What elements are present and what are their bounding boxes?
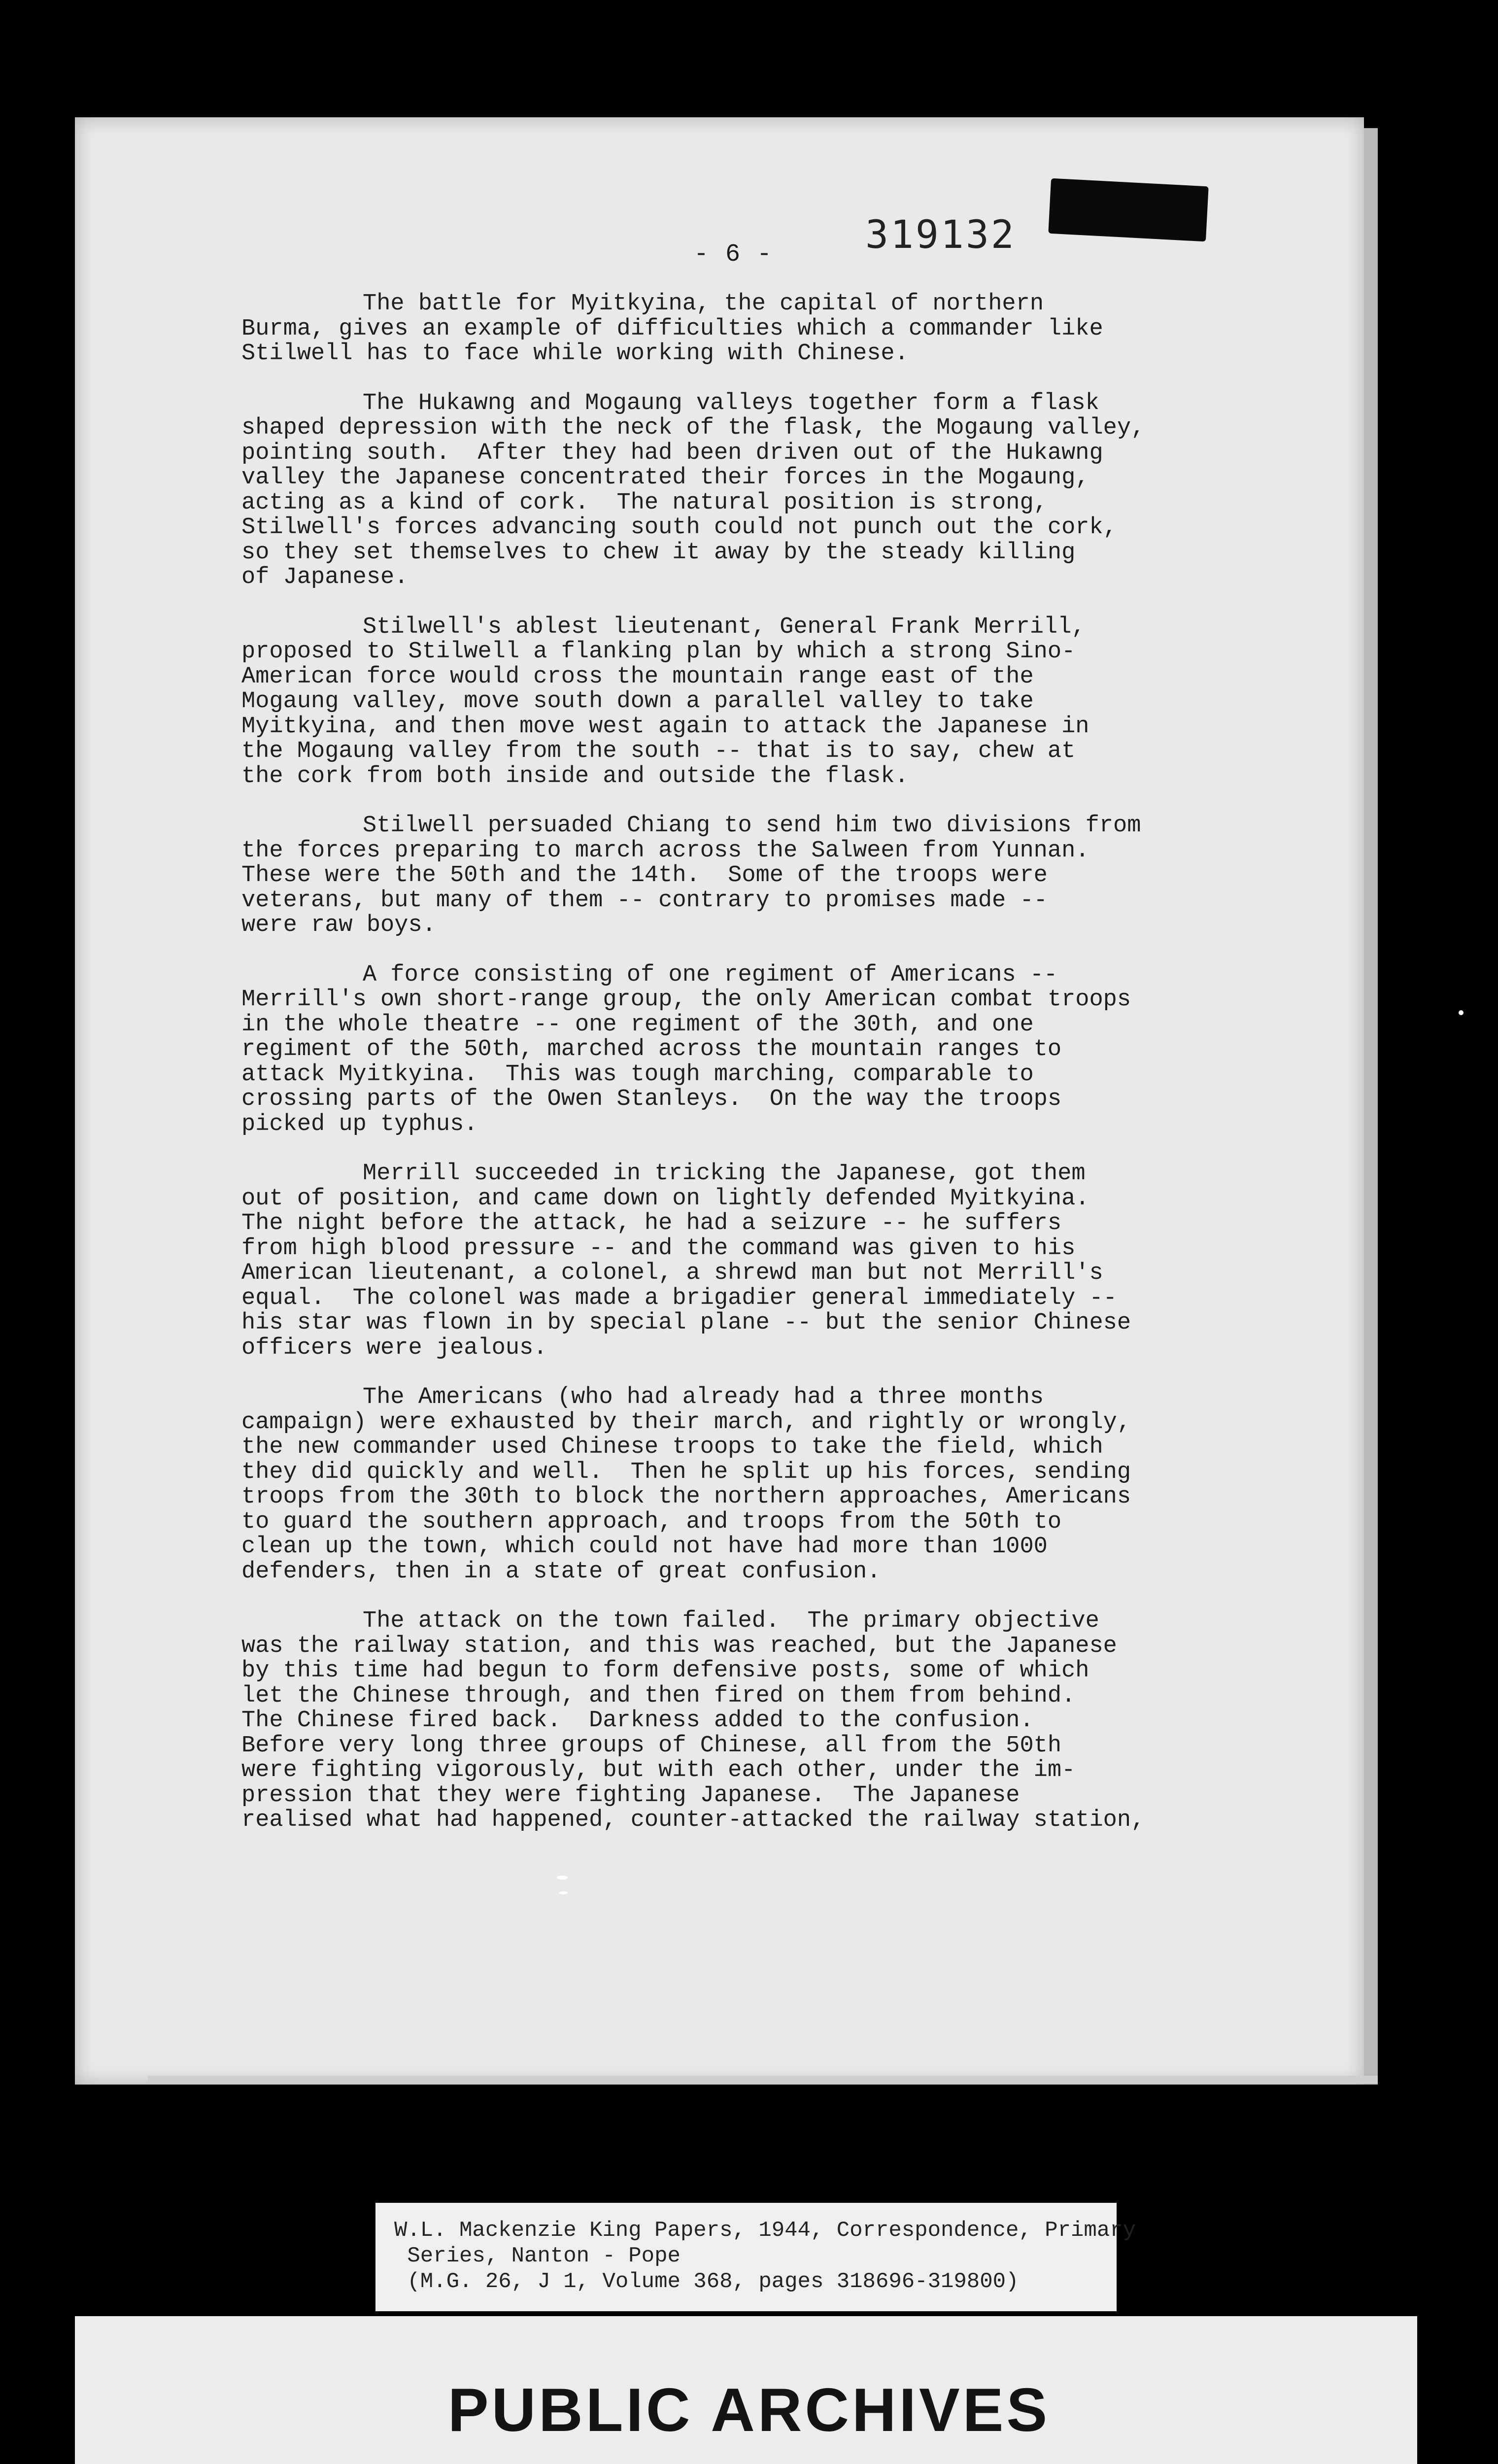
stamp-number: 319132 bbox=[865, 213, 1016, 257]
film-speck bbox=[559, 1891, 568, 1894]
paragraph: The Americans (who had already had a three months campaign) were exhausted by their march, and rightly or wrongly, the new commander used Chinese troops to take the field, which they did quickly and well. Then he split up his forces, sending troops from the 30th to block the northern approaches, Americans to guard the southern approach, and troops from the 50th to clean up the town, which could not have had more than 1000 defenders, then in a state of great confusion. bbox=[241, 1384, 1131, 1585]
paragraph: Stilwell's ablest lieutenant, General Frank Merrill, proposed to Stilwell a flanking plan by which a strong Sino- American force would cross the mountain range east of the Mogaung valley, move south down a parallel valley to take Myitkyina, and then move west again to attack the Japanese in the Mogaung valley from the south -- that is to say, chew at the cork from both inside and outside the flask. bbox=[241, 614, 1089, 789]
paragraph: The attack on the town failed. The primary objective was the railway station, and this was reached, but the Japanese by this time had begun to form defensive posts, some of which let the Chinese through, and then fired on them from behind. The Chinese fired back. Darkness added to the confusion. Before very long three groups of Chinese, all from the 50th were fighting vigorously, but with each other, under the im- pression that they were fighting Japanese. The Japanese realised what had happened, counter-attacked the railway station, bbox=[241, 1608, 1145, 1833]
film-speck bbox=[557, 1876, 568, 1880]
paragraph: The Hukawng and Mogaung valleys together form a flask shaped depression with the neck of the flask, the Mogaung valley, pointing south. After they had been driven out of the Hukawng valley the Japanese concentrated their forces in the Mogaung, acting as a kind of cork. The natural position is strong, Stilwell's forces advancing south could not punch out the cork, so they set themselves to chew it away by the steady killing of Japanese. bbox=[241, 390, 1145, 590]
film-speck bbox=[1459, 1010, 1464, 1015]
archive-reference-text: W.L. Mackenzie King Papers, 1944, Correspondence, Primary Series, Nanton - Pope (M.G. 26, J 1, Volume 368, pages 318696-319800) bbox=[394, 2218, 1136, 2294]
page-bottom-edge bbox=[148, 2076, 1378, 2084]
archive-title-english: PUBLIC ARCHIVES bbox=[447, 2376, 1051, 2444]
page-number: - 6 - bbox=[694, 240, 773, 269]
document-body bbox=[241, 292, 1291, 1858]
paragraph: The battle for Myitkyina, the capital of northern Burma, gives an example of difficulties which a commander like Stilwell has to face while working with Chinese. bbox=[241, 291, 1103, 367]
redaction-block bbox=[1048, 178, 1208, 242]
paragraph: Stilwell persuaded Chiang to send him two divisions from the forces preparing to march across the Salween from Yunnan. These were the 50th and the 14th. Some of the troops were veterans, but many of them -- contrary to promises made -- were raw boys. bbox=[241, 813, 1141, 938]
paragraph: A force consisting of one regiment of Americans -- Merrill's own short-range group, the only American combat troops in the whole theatre -- one regiment of the 30th, and one regiment of the 50th, marched across the mountain ranges to attack Myitkyina. This was tough marching, comparable to crossing parts of the Owen Stanleys. On the way the troops picked up typhus. bbox=[241, 961, 1131, 1137]
paragraph: Merrill succeeded in tricking the Japanese, got them out of position, and came down on lightly defended Myitkyina. The night before the attack, he had a seizure -- he suffers from high blood pressure -- and the command was given to his American lieutenant, a colonel, a shrewd man but not Merrill's equal. The colonel was made a brigadier general immediately -- his star was flown in by special plane -- but the senior Chinese officers were jealous. bbox=[241, 1161, 1131, 1361]
